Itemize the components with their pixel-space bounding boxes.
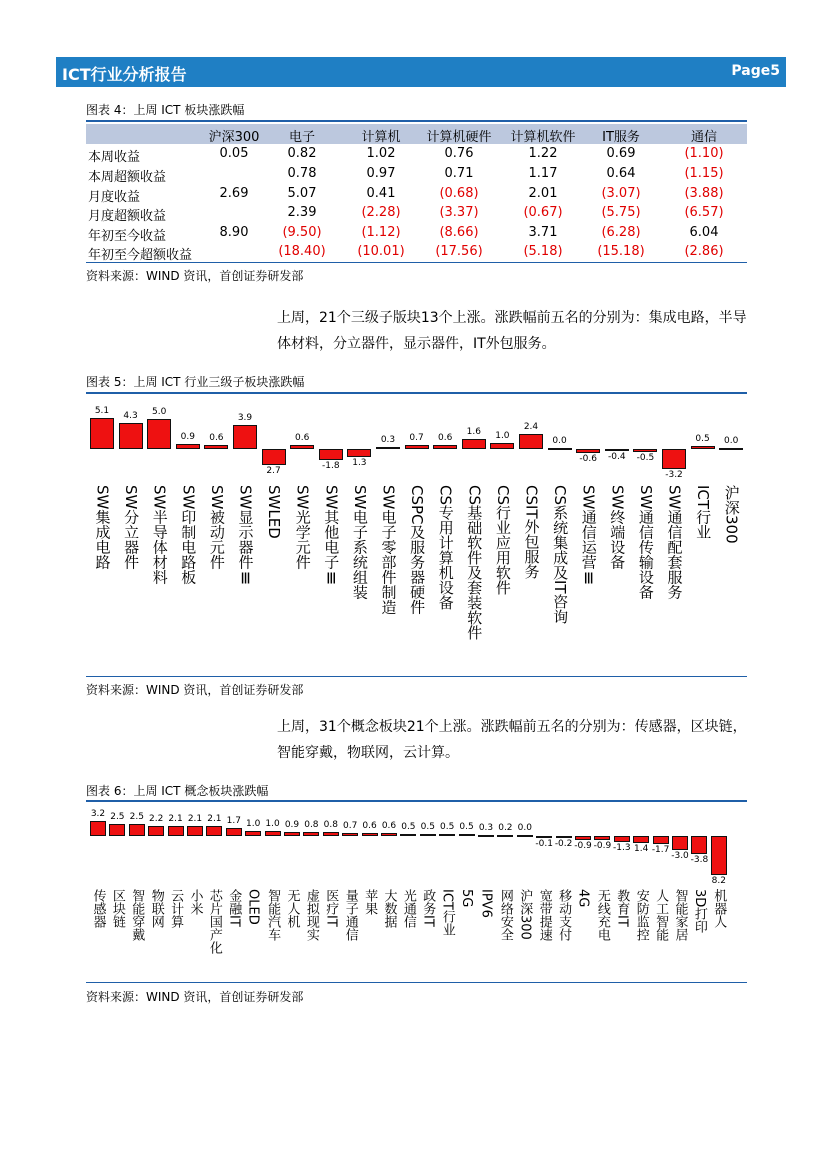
bar-value-label: -1.7 xyxy=(651,844,670,855)
table-cell: (3.37) xyxy=(439,205,479,220)
chart-bar xyxy=(290,445,314,449)
category-label: 沪深300 xyxy=(517,889,533,940)
chart-bar xyxy=(405,445,429,449)
category-label: SW终端设备 xyxy=(608,485,627,570)
category-label: CS系统集成及IT咨询 xyxy=(551,485,570,624)
bar-value-label: 0.2 xyxy=(498,822,513,833)
page-number: Page5 xyxy=(731,63,780,79)
chart-bar xyxy=(119,423,143,449)
chart-bar xyxy=(347,449,371,457)
bar-value-label: 0.6 xyxy=(295,433,310,444)
category-label: 量子通信 xyxy=(342,889,358,941)
chart-bar xyxy=(148,826,164,836)
bar-value-label: 1.4 xyxy=(634,843,649,854)
chart-bar xyxy=(662,449,686,469)
bar-value-label: -3.8 xyxy=(690,854,709,865)
bar-value-label: 5.1 xyxy=(94,405,110,416)
bar-value-label: 1.3 xyxy=(352,457,367,468)
table-caption: 图表 4：上周 ICT 板块涨跌幅 xyxy=(86,103,245,117)
chart6-title: 图表 6：上周 ICT 概念板块涨跌幅 xyxy=(86,784,269,798)
category-label: SW印制电路板 xyxy=(179,485,198,585)
table-cell: (6.28) xyxy=(601,225,641,240)
bar-value-label: -0.9 xyxy=(593,841,612,852)
category-label: CSIT外包服务 xyxy=(522,485,541,579)
table-cell: 5.07 xyxy=(287,186,317,201)
chart-bar xyxy=(719,448,743,450)
table-column-header: 计算机 xyxy=(361,130,401,145)
category-label: CSPC及服务器硬件 xyxy=(408,485,427,615)
chart6-source: 资料来源：WIND 资讯，首创证券研发部 xyxy=(86,990,304,1004)
chart5-title: 图表 5：上周 ICT 行业三级子板块涨跌幅 xyxy=(86,375,305,389)
category-label: 网络安全 xyxy=(497,889,513,941)
category-label: SW分立器件 xyxy=(122,485,141,570)
bar-value-label: 3.2 xyxy=(90,808,106,819)
category-label: 医疗IT xyxy=(323,889,339,927)
category-label: ICT行业 xyxy=(694,485,713,540)
chart-bar xyxy=(420,834,436,836)
table-row-label: 本周超额收益 xyxy=(88,170,167,185)
bar-value-label: 0.0 xyxy=(517,822,532,833)
table-column-header: 计算机硬件 xyxy=(426,130,492,145)
chart-bar xyxy=(90,418,114,449)
table-cell: 0.78 xyxy=(287,166,317,181)
bar-value-label: 0.6 xyxy=(362,821,377,832)
bar-value-label: 0.8 xyxy=(304,820,319,831)
bar-value-label: 1.0 xyxy=(495,430,510,441)
category-label: 政务IT xyxy=(420,889,436,927)
category-label: SW通信配套服务 xyxy=(665,485,684,600)
category-label: 移动支付 xyxy=(556,889,572,941)
bar-value-label: 0.7 xyxy=(343,820,358,831)
category-label: 虚拟现实 xyxy=(303,889,319,941)
chart-bar xyxy=(711,836,727,875)
chart-bar xyxy=(459,834,475,836)
chart-bar xyxy=(633,836,649,843)
bar-value-label: 0.5 xyxy=(420,821,435,832)
table-cell: (3.07) xyxy=(601,186,641,201)
table-cell: 0.41 xyxy=(366,186,396,201)
chart-bar xyxy=(381,833,397,836)
chart-bar xyxy=(187,826,203,836)
category-label: 小米 xyxy=(187,889,203,915)
category-label: SW其他电子Ⅲ xyxy=(322,485,341,588)
table-bottom-rule xyxy=(86,262,747,263)
category-label: 智能穿戴 xyxy=(129,889,145,941)
bar-value-label: 0.0 xyxy=(552,435,567,446)
chart-bar xyxy=(691,446,715,449)
bar-value-label: 0.9 xyxy=(284,819,300,830)
table-cell: (8.66) xyxy=(439,225,479,240)
table-cell: (10.01) xyxy=(357,244,405,259)
category-label: 大数据 xyxy=(381,889,397,928)
category-label: SW电子零部件制造 xyxy=(379,485,398,615)
chart-bar xyxy=(323,832,339,836)
chart-bar xyxy=(594,836,610,840)
chart-bar xyxy=(605,449,629,451)
bar-value-label: 0.0 xyxy=(724,435,739,446)
chart-bar xyxy=(614,836,630,842)
table-cell: (18.40) xyxy=(278,244,326,259)
category-label: 安防监控 xyxy=(633,889,649,941)
table-cell: 6.04 xyxy=(689,225,719,240)
chart-bar xyxy=(262,449,286,465)
category-label: SW显示器件Ⅲ xyxy=(236,485,255,588)
chart-bar xyxy=(233,425,257,449)
chart-bar xyxy=(342,833,358,836)
bar-value-label: 1.0 xyxy=(265,819,280,830)
page-header xyxy=(56,57,786,87)
bar-value-label: 1.7 xyxy=(226,816,241,826)
bar-value-label: -1.3 xyxy=(613,843,631,854)
bar-value-label: 2.2 xyxy=(149,813,164,824)
table-cell: (15.18) xyxy=(597,244,645,259)
table-cell: 1.22 xyxy=(528,146,558,161)
bar-value-label: 2.1 xyxy=(168,814,183,825)
category-label: SW电子系统组装 xyxy=(350,485,369,600)
bar-value-label: 0.6 xyxy=(381,821,397,832)
table-cell: 0.76 xyxy=(444,146,474,161)
bar-value-label: -0.5 xyxy=(636,453,655,464)
bar-value-label: 0.9 xyxy=(180,431,195,442)
category-label: 4G xyxy=(575,889,591,908)
table-row-label: 月度收益 xyxy=(88,190,141,205)
chart6-top-rule xyxy=(86,800,747,802)
table-cell: (17.56) xyxy=(435,244,483,259)
chart-bar xyxy=(691,836,707,854)
bar-value-label: -3.0 xyxy=(671,851,689,862)
table-cell: (0.68) xyxy=(439,186,479,201)
table-row-label: 年初至今收益 xyxy=(88,229,167,244)
bar-value-label: 4.3 xyxy=(123,410,138,421)
category-label: IPV6 xyxy=(478,889,494,918)
table-cell: (2.28) xyxy=(361,205,401,220)
category-label: 人工智能 xyxy=(653,889,669,941)
chart-bar xyxy=(176,444,200,449)
chart-bar xyxy=(490,443,514,449)
chart-bar xyxy=(284,832,300,836)
chart-bar xyxy=(168,826,184,836)
table-column-header: IT服务 xyxy=(602,130,640,145)
bar-value-label: -0.9 xyxy=(574,841,592,852)
bar-value-label: 0.6 xyxy=(438,433,453,444)
bar-value-label: -0.4 xyxy=(608,452,626,463)
paragraph-subsectors: 上周，21个三级子版块13个上涨。涨跌幅前五名的分别为：集成电路，半导体材料，分立器件，显示器件，IT外包服务。 xyxy=(277,310,747,352)
table-cell: (0.67) xyxy=(523,205,563,220)
category-label: 智能家居 xyxy=(672,889,688,941)
chart-bar xyxy=(204,445,228,449)
bar-value-label: 0.5 xyxy=(459,821,474,832)
category-label: 传感器 xyxy=(90,889,106,928)
bar-value-label: 0.3 xyxy=(380,435,396,446)
bar-value-label: 8.2 xyxy=(711,875,726,886)
chart-bar xyxy=(433,445,457,449)
bar-value-label: -0.6 xyxy=(579,453,597,464)
table-cell: 1.17 xyxy=(528,166,558,181)
table-cell: (2.86) xyxy=(684,244,724,259)
paragraph-concepts: 上周，31个概念板块21个上涨。涨跌幅前五名的分别为：传感器，区块链，智能穿戴，物联网，云计算。 xyxy=(277,719,747,761)
bar-value-label: 2.5 xyxy=(129,812,144,823)
chart5-source: 资料来源：WIND 资讯，首创证券研发部 xyxy=(86,683,304,697)
bar-value-label: 1.0 xyxy=(246,819,261,830)
chart-bar xyxy=(245,831,261,836)
bar-value-label: 5.0 xyxy=(152,406,167,417)
category-label: 区块链 xyxy=(109,889,125,928)
chart-bar xyxy=(362,833,378,836)
chart-bar xyxy=(90,821,106,836)
table-cell: (1.12) xyxy=(361,225,401,240)
bar-value-label: 2.5 xyxy=(110,812,125,823)
chart-bar xyxy=(672,836,688,850)
bar-value-label: 1.6 xyxy=(466,427,481,438)
bar-value-label: 2.1 xyxy=(187,814,203,825)
table-cell: 2.39 xyxy=(287,205,317,220)
chart6-bottom-rule xyxy=(86,982,747,983)
table-row-label: 年初至今超额收益 xyxy=(88,248,193,263)
category-label: 沪深300 xyxy=(722,485,741,544)
category-label: SW被动元件 xyxy=(207,485,226,570)
chart-bar xyxy=(400,834,416,836)
category-label: CS基础软件及套装软件 xyxy=(465,485,484,640)
chart-bar xyxy=(439,834,455,836)
table-column-header: 电子 xyxy=(288,130,315,145)
category-label: 云计算 xyxy=(168,889,184,928)
bar-value-label: -0.1 xyxy=(535,838,553,849)
category-label: SW通信运营Ⅲ xyxy=(579,485,598,588)
category-label: ICT行业 xyxy=(439,889,455,936)
table-cell: 1.02 xyxy=(366,146,396,161)
chart-bar xyxy=(129,824,145,836)
table-cell: 3.71 xyxy=(528,225,558,240)
table-cell: 0.71 xyxy=(444,166,474,181)
category-label: CS行业应用软件 xyxy=(493,485,512,595)
category-label: 5G xyxy=(459,889,475,908)
table-cell: 2.01 xyxy=(528,186,558,201)
table-cell: 2.69 xyxy=(219,186,249,201)
table-cell: (6.57) xyxy=(684,205,724,220)
chart-bar xyxy=(376,447,400,449)
table-cell: 8.90 xyxy=(219,225,249,240)
table-column-header: 沪深300 xyxy=(208,130,260,145)
table-row-label: 月度超额收益 xyxy=(88,209,167,224)
category-label: SW半导体材料 xyxy=(150,485,169,585)
chart-bar xyxy=(303,832,319,836)
bar-value-label: 3.9 xyxy=(237,413,253,424)
table-column-header: 通信 xyxy=(690,130,717,145)
category-label: 金融IT xyxy=(226,889,242,927)
category-label: 宽带提速 xyxy=(536,889,552,941)
table-cell: (5.18) xyxy=(523,244,563,259)
bar-value-label: 0.5 xyxy=(440,821,455,832)
category-label: 光通信 xyxy=(400,889,416,928)
table-top-rule xyxy=(86,120,747,122)
table-cell: (5.75) xyxy=(601,205,641,220)
bar-value-label: 2.1 xyxy=(207,814,222,825)
table-cell: 0.64 xyxy=(606,166,636,181)
table-cell: 0.69 xyxy=(606,146,636,161)
category-label: SW光学元件 xyxy=(293,485,312,570)
category-label: 3D打印 xyxy=(691,889,707,934)
category-label: 无线充电 xyxy=(594,889,610,941)
table-source: 资料来源：WIND 资讯，首创证券研发部 xyxy=(86,269,304,283)
chart-bar xyxy=(548,448,572,450)
bar-value-label: 2.7 xyxy=(266,466,281,477)
category-label: 机器人 xyxy=(711,889,727,928)
table-cell: (1.10) xyxy=(684,146,724,161)
table-column-header: 计算机软件 xyxy=(510,130,576,145)
bar-value-label: 0.5 xyxy=(695,433,710,444)
category-label: 智能汽车 xyxy=(265,889,281,941)
chart-bar xyxy=(653,836,669,844)
report-title: ICT行业分析报告 xyxy=(62,65,187,84)
category-label: 芯片国产化 xyxy=(206,889,222,954)
category-label: CS专用计算机设备 xyxy=(436,485,455,610)
chart-bar xyxy=(575,836,591,840)
category-label: SWLED xyxy=(265,485,284,539)
chart5-bottom-rule xyxy=(86,676,747,677)
bar-value-label: 0.8 xyxy=(323,820,338,831)
table-cell: (1.15) xyxy=(684,166,724,181)
chart-bar xyxy=(633,449,657,452)
bar-value-label: 0.3 xyxy=(478,822,494,833)
chart-bar xyxy=(206,826,222,836)
chart-bar xyxy=(109,824,125,836)
table-cell: 0.82 xyxy=(287,146,317,161)
category-label: SW集成电路 xyxy=(93,485,112,570)
category-label: 苹果 xyxy=(362,889,378,915)
table-row-label: 本周收益 xyxy=(88,150,141,165)
bar-value-label: -0.2 xyxy=(554,838,573,849)
bar-value-label: 0.7 xyxy=(409,432,424,443)
table-cell: 0.97 xyxy=(366,166,396,181)
bar-value-label: 0.5 xyxy=(401,821,416,832)
category-label: 教育IT xyxy=(614,889,630,927)
bar-value-label: 0.6 xyxy=(209,433,224,444)
chart-bar xyxy=(265,831,281,836)
category-label: 物联网 xyxy=(148,889,164,928)
chart-bar xyxy=(517,835,533,837)
category-label: OLED xyxy=(245,889,261,925)
chart-bar xyxy=(478,835,494,837)
category-label: 无人机 xyxy=(284,889,300,928)
bar-value-label: 2.4 xyxy=(523,422,539,433)
category-label: SW通信传输设备 xyxy=(636,485,655,600)
table-cell: 0.05 xyxy=(219,146,249,161)
table-cell: (9.50) xyxy=(282,225,322,240)
chart-bar xyxy=(497,835,513,837)
bar-value-label: -3.2 xyxy=(665,469,683,480)
table-cell: (3.88) xyxy=(684,186,724,201)
bar-value-label: -1.8 xyxy=(322,460,340,471)
chart5-top-rule xyxy=(86,392,747,394)
